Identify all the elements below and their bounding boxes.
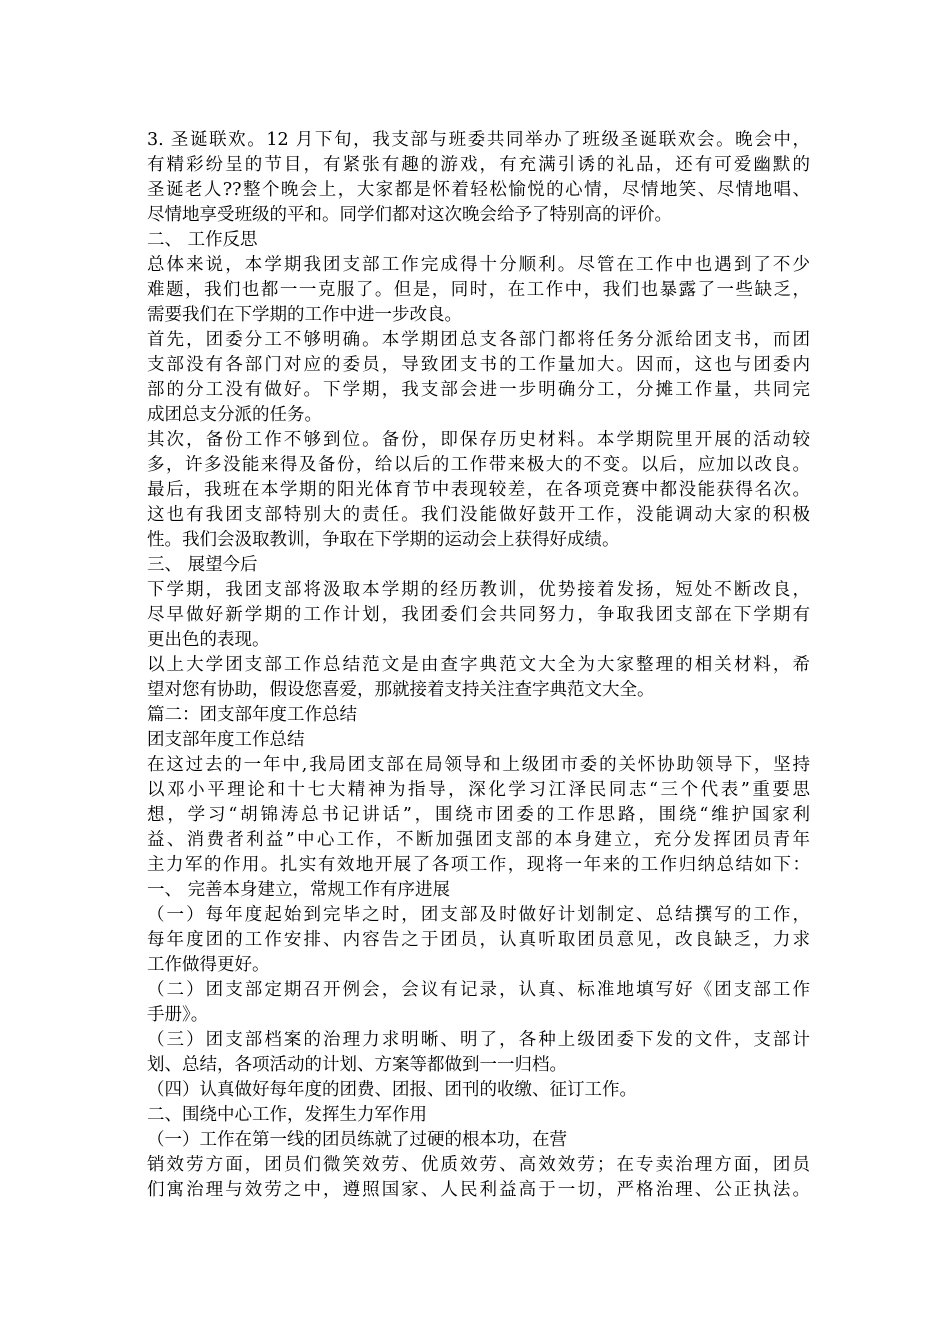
text-line: 工作做得更好。	[147, 955, 270, 975]
text-line: （一）每年度起始到完毕之时，团支部及时做好计划制定、总结撰写的工作，	[147, 905, 810, 925]
text-line: 主力军的作用。扎实有效地开展了各项工作，现将一年来的工作归纳总结如下：	[147, 855, 810, 875]
text-line: 总体来说，本学期我团支部工作完成得十分顺利。尽管在工作中也遇到了不少	[147, 255, 810, 275]
document-page	[147, 128, 810, 1203]
text-line: 下学期，我团支部将汲取本学期的经历教训，优势接着发扬，短处不断改良，	[147, 580, 810, 600]
text-line: 在这过去的一年中,我局团支部在局领导和上级团市委的关怀协助领导下，坚持	[147, 755, 810, 775]
text-line: 尽早做好新学期的工作计划，我团委们会共同努力，争取我团支部在下学期有	[147, 605, 810, 625]
text-line: 难题，我们也都一一克服了。但是，同时，在工作中，我们也暴露了一些缺乏，	[147, 280, 810, 300]
text-line: 篇二：团支部年度工作总结	[147, 705, 357, 725]
text-line: 支部没有各部门对应的委员，导致团支书的工作量加大。因而，这也与团委内	[147, 355, 810, 375]
text-line: 以邓小平理论和十七大精神为指导，深化学习江泽民同志“三个代表”重要思	[147, 780, 810, 800]
text-line: 多，许多没能来得及备份，给以后的工作带来极大的不变。以后，应加以改良。	[147, 455, 810, 475]
text-line: 二、围绕中心工作，发挥生力军作用	[147, 1105, 427, 1125]
text-line: 其次，备份工作不够到位。备份，即保存历史材料。本学期院里开展的活动较	[147, 430, 810, 450]
text-line: （三）团支部档案的治理力求明晰、明了，各种上级团委下发的文件，支部计	[147, 1030, 810, 1050]
text-line: （二）团支部定期召开例会，会议有记录，认真、标准地填写好《团支部工作	[147, 980, 810, 1000]
text-line: 一、 完善本身建立，常规工作有序进展	[147, 880, 451, 900]
text-line: 尽情地享受班级的平和。同学们都对这次晚会给予了特别高的评价。	[147, 205, 672, 225]
text-line: 团支部年度工作总结	[147, 730, 305, 750]
text-line: 性。我们会汲取教训，争取在下学期的运动会上获得好成绩。	[147, 530, 620, 550]
text-line: 每年度团的工作安排、内容告之于团员，认真听取团员意见，改良缺乏，力求	[147, 930, 810, 950]
text-line: 圣诞老人??整个晚会上，大家都是怀着轻松愉悦的心情，尽情地笑、尽情地唱、	[147, 180, 810, 200]
text-line: 部的分工没有做好。下学期，我支部会进一步明确分工，分摊工作量，共同完	[147, 380, 810, 400]
text-line: 益、消费者利益”中心工作，不断加强团支部的本身建立，充分发挥团员青年	[147, 830, 810, 850]
text-line: 这也有我团支部特别大的责任。我们没能做好鼓开工作，没能调动大家的积极	[147, 505, 810, 525]
text-line: 手册》。	[147, 1005, 209, 1025]
text-line: 3. 圣诞联欢。12 月下旬，我支部与班委共同举办了班级圣诞联欢会。晚会中，	[147, 130, 810, 150]
text-line: 成团总支分派的任务。	[147, 405, 322, 425]
text-line: 三、 展望今后	[147, 555, 258, 575]
text-line: 们寓治理与效劳之中，遵照国家、人民利益高于一切，严格治理、公正执法。	[147, 1180, 810, 1200]
text-line: 最后，我班在本学期的阳光体育节中表现较差，在各项竞赛中都没能获得名次。	[147, 480, 810, 500]
text-line: （四）认真做好每年度的团费、团报、团刊的收缴、征订工作。	[147, 1080, 637, 1100]
text-line: 想，学习“胡锦涛总书记讲话”，围绕市团委的工作思路，围绕“维护国家利	[147, 805, 810, 825]
text-line: 销效劳方面，团员们微笑效劳、优质效劳、高效效劳；在专卖治理方面，团员	[147, 1155, 810, 1175]
text-line: 以上大学团支部工作总结范文是由查字典范文大全为大家整理的相关材料，希	[147, 655, 810, 675]
text-line: 首先，团委分工不够明确。本学期团总支各部门都将任务分派给团支书，而团	[147, 330, 810, 350]
text-line: 二、 工作反思	[147, 230, 258, 250]
text-line: （一）工作在第一线的团员练就了过硬的根本功，在营	[147, 1130, 567, 1150]
text-line: 划、总结，各项活动的计划、方案等都做到一一归档。	[147, 1055, 567, 1075]
text-line: 更出色的表现。	[147, 630, 270, 650]
text-line: 望对您有协助，假设您喜爱，那就接着支持关注查字典范文大全。	[147, 680, 655, 700]
text-line: 有精彩纷呈的节目，有紧张有趣的游戏，有充满引诱的礼品，还有可爱幽默的	[147, 155, 810, 175]
text-line: 需要我们在下学期的工作中进一步改良。	[147, 305, 462, 325]
